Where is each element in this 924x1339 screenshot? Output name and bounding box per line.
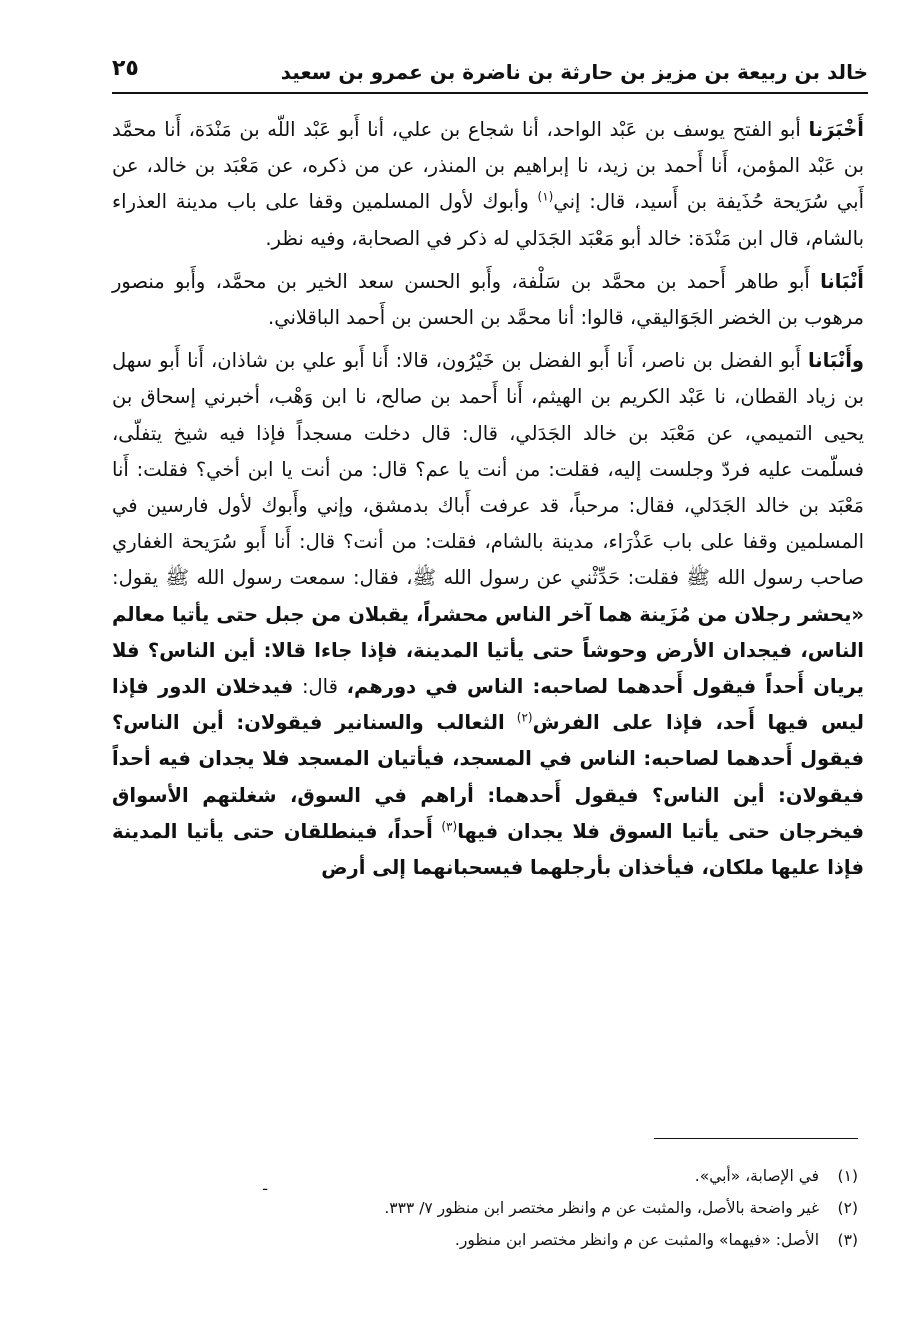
paragraph-text: أَبو الفضل بن ناصر، أَنا أَبو الفضل بن خَيْرُون، قالا: أَنا أَبو علي بن شاذان، أَنا أَبو سهل بن زياد القطان، نا عَبْد الكريم بن الهيثم، أَنا أَحمد بن صالح، نا ابن وَهْب، أخبرني إسحاق بن يحيى التميمي، عن مَعْبَد بن خالد الجَدَلي، قال: قال دخلت مسجداً فإذا فيه شيخ يتفلّى، فسلّمت عليه فردّ وجلست إليه، فقلت: من أنت يا عم؟ قال: من أنت يا ابن أخي؟ فقلت: أَنا مَعْبَد بن خالد الجَدَلي، فقال: مرحباً، قد عرفت أَباك بدمشق، وإني وأَبوك لأول فارسين في المسلمين وقفا على باب عَذْرَاء، مدينة بالشام، فقلت: من أنت؟ قال: أَنا أَبو سُرَيحة الغفاري صاحب رسول الله ﷺ فقلت: حَدِّثْني عن رسول الله ﷺ، فقال: سمعت رسول الله ﷺ يقول:: [112, 349, 864, 590]
hadith-text: الثعالب والسنانير فيقولان: أين الناس؟ فيقول أَحدهما لصاحبه: الناس في المسجد، فيأتيان المسجد فلا يجدان فيه أحداً فيقولان: أين الناس؟ فيقول أَحدهما: أراهم في السوق، شغلتهم الأسواق فيخرجان حتى يأتيا السوق فلا يجدان فيها: [112, 711, 864, 843]
footnote-number: (١): [837, 1167, 858, 1185]
paragraph-3: [112, 343, 864, 886]
isnad-lead-word: أَنْبَانا: [820, 269, 864, 293]
header-rule: [112, 92, 868, 94]
main-text: [112, 112, 864, 893]
running-title: خالد بن ربيعة بن مزيز بن حارثة بن ناضرة بن عمرو بن سعيد: [280, 60, 868, 84]
footnote-number: (٢): [837, 1199, 858, 1217]
paragraph-text-continued: وأبوك لأول المسلمين وقفا على باب مدينة العذراء بالشام، قال ابن مَنْدَة: خالد أبو مَعْبَد الجَدَلي له ذكر في الصحابة، وفيه نظر.: [112, 190, 864, 250]
stray-mark: ـ: [263, 1178, 268, 1194]
narration-text: قال:: [301, 675, 338, 699]
page-number: ٢٥: [112, 56, 139, 81]
page-header: [112, 56, 868, 96]
hadith-text: «يحشر رجلان من مُزَينة هما آخر الناس محشراً، يقبلان من جبل حتى يأتيا معالم الناس، فيجدان الأرض وحوشاً حتى يأتيا المدينة، فإذا جاءا قالا: أين الناس؟ فلا يريان أَحداً فيقول أَحدهما لصاحبه: الناس في دورهم،: [112, 602, 865, 699]
footnotes: [138, 1160, 858, 1256]
footnote-ref-1: (١): [537, 189, 554, 204]
footnote-2: [138, 1192, 858, 1224]
footnote-rule: [654, 1138, 858, 1139]
footnote-text: الأصل: «فيهما» والمثبت عن م وانظر مختصر ابن منظور.: [454, 1231, 820, 1249]
footnote-ref-2: (٢): [516, 710, 533, 725]
footnote-1: [138, 1160, 858, 1192]
hadith-text: أَحداً، فينطلقان حتى يأتيا المدينة فإذا عليها ملكان، فيأخذان بأرجلهما فيسحبانهما إلى أرض: [112, 819, 864, 880]
isnad-lead-word: أَخْبَرَنا: [808, 118, 864, 141]
footnote-number: (٣): [837, 1231, 858, 1249]
paragraph-text: أَبو طاهر أَحمد بن محمَّد بن سَلْفة، وأَبو الحسن سعد الخير بن محمَّد، وأَبو منصور مرهوب بن الخضر الجَوَاليقي، قالوا: أنا محمَّد بن الحسن بن أَحمد الباقلاني.: [112, 269, 864, 330]
footnote-text: في الإصابة، «أبي».: [694, 1167, 820, 1185]
paragraph-1: [112, 112, 864, 257]
paragraph-text: أبو الفتح يوسف بن عَبْد الواحد، أنا شجاع بن علي، أنا أَبو عَبْد اللّه بن مَنْدَة، أَنا محمَّد بن عَبْد المؤمن، أَنا أَحمد بن زيد، نا إبراهيم بن المنذر، عن من ذكره، عن مَعْبَد بن خالد، عن أَبي سُرَيحة حُذَيفة بن أَسيد، قال: إني: [112, 118, 864, 214]
isnad-lead-word: وأَنْبَانا: [807, 349, 865, 373]
footnote-3: [138, 1224, 858, 1256]
hadith-text: فيدخلان الدور فإذا ليس فيها أَحد، فإذا على الفرش: [112, 675, 865, 735]
footnote-ref-3: (٣): [441, 819, 458, 834]
footnote-text: غير واضحة بالأصل، والمثبت عن م وانظر مختصر ابن منظور ٧/ ٣٣٣.: [384, 1199, 820, 1217]
paragraph-2: [112, 264, 864, 336]
